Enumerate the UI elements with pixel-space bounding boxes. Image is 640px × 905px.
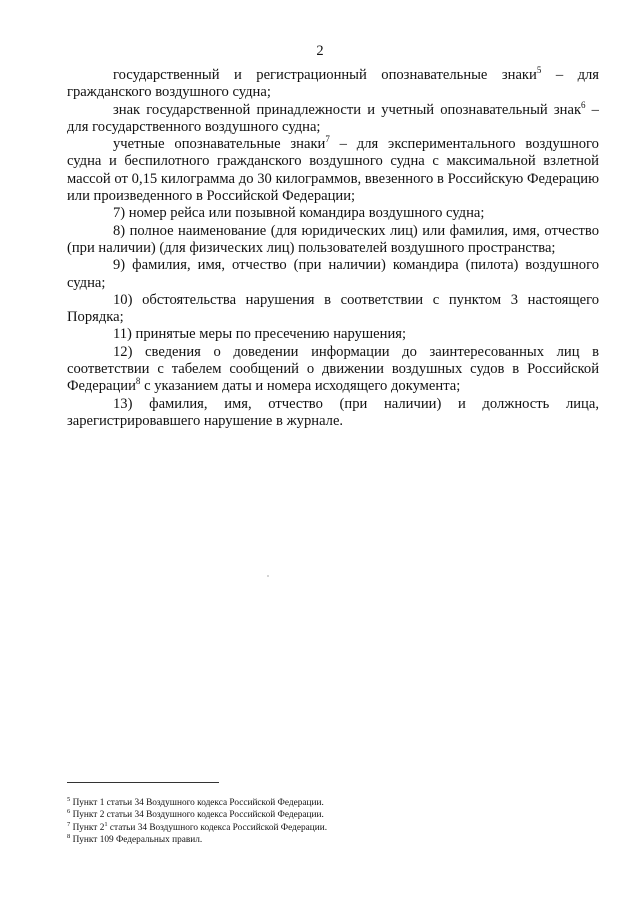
paragraph-registration-marks-experimental: учетные опознавательные знаки$^7$ – для экспериментального воздушного судна и беспилотного гражданского воздушного судна с максимальной взлетной массой от 0,15 килограмма до 30 килограммов, ввезенного в Российскую Федерацию или произведенного в Российской Федерации; (67, 134, 599, 205)
paragraph-registration-marks-state: знак государственной принадлежности и учетный опознавательный знак$^6$ – для государственного воздушного судна; (67, 99, 599, 135)
paragraph-registration-marks-civil: государственный и регистрационный опознавательные знаки$^5$ – для гражданского воздушного судна; (67, 65, 600, 101)
footnote-ref-5: 5 (536, 65, 542, 76)
footnote-5: $^5$ Пункт 1 статьи 34 Воздушного кодекса Российской Федерации. (67, 795, 324, 808)
paragraph-item-11: 11) принятые меры по пресечению нарушения; (113, 326, 407, 343)
page-number: 2 (316, 43, 324, 59)
footnote-divider (67, 782, 219, 783)
paragraph-item-8: 8) полное наименование (для юридических лиц) или фамилия, имя, отчество (при наличии) (для физических лиц) пользователей воздушного пространства; (67, 222, 599, 256)
paragraph-item-9: 9) фамилия, имя, отчество (при наличии) командира (пилота) воздушного судна; (67, 257, 599, 291)
footnote-8: $^8$ Пункт 109 Федеральных правил. (67, 833, 203, 846)
footnote-ref-7: 7 (325, 134, 330, 145)
scan-speck (267, 575, 269, 577)
document-body (67, 67, 599, 430)
footnote-ref-6: 6 (581, 99, 586, 110)
paragraph-item-10: 10) обстоятельства нарушения в соответствии с пунктом 3 настоящего Порядка; (67, 291, 599, 326)
footnote-7: $^7$ Пункт $2^1$ статьи 34 Воздушного кодекса Российской Федерации. (67, 820, 328, 833)
paragraph-item-12: 12) сведения о доведении информации до заинтересованных лиц в соответствии с табелем сообщений о движении воздушных судов в Российской Федерации$^8$ с указанием даты и номера исходящего документа; (67, 343, 599, 395)
paragraph-item-13: 13) фамилия, имя, отчество (при наличии) и должность лица, зарегистрировавшего нарушение в журнале. (67, 395, 599, 429)
footnotes (67, 797, 597, 847)
footnote-6: $^6$ Пункт 2 статьи 34 Воздушного кодекса Российской Федерации. (67, 808, 324, 821)
paragraph-item-7: 7) номер рейса или позывной командира воздушного судна; (113, 205, 485, 222)
footnote-ref-8: 8 (135, 376, 141, 387)
